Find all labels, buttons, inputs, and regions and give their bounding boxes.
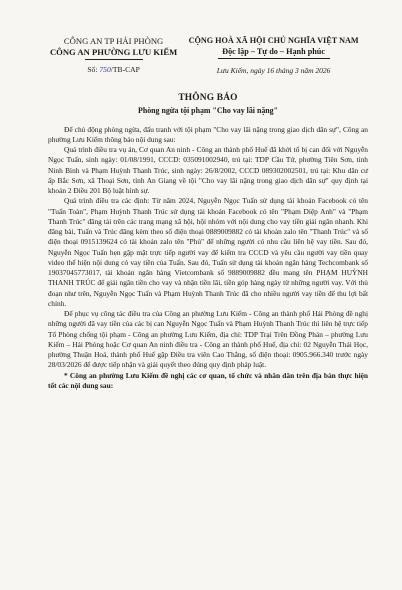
- paragraph-indictment: Quá trình điều tra vụ án, Cơ quan An ninh - Công an thành phố Huế đã khởi tố bị can đối với Nguyễn Ngọc Tuấn, sinh ngày: 01/08/1991, CCCD: 035091002940, trú tại: TDP Cầu Tứ, phường Tiên Sơn, tỉnh Ninh Bình và Phạm Huỳnh Thanh Trúc, sinh ngày: 26/8/2002, CCCD 089302002501, trú tại: Khu dân cư ấp Bắc Sơn, xã Thoại Sơn, tỉnh An Giang về tội "Cho vay lãi nặng trong giao dịch dân sự" quy định tại khoản 2 Điều 201 Bộ luật hình sự.: [48, 145, 368, 195]
- country-name: CỘNG HOÀ XÃ HỘI CHỦ NGHĨA VIỆT NAM: [188, 36, 359, 45]
- document-title: THÔNG BÁO: [178, 92, 238, 103]
- agency-parent: CÔNG AN TP HẢI PHÒNG: [63, 36, 164, 46]
- agency-name: CÔNG AN PHƯỜNG LƯU KIẾM: [49, 47, 178, 57]
- document-date: Lưu Kiếm, ngày 16 tháng 3 năm 2026: [216, 66, 331, 75]
- motto-underline: [218, 58, 330, 59]
- national-header-block: [179, 36, 368, 77]
- document-subtitle: Phòng ngừa tội phạm "Cho vay lãi nặng": [138, 105, 278, 115]
- paragraph-recommendations: * Công an phường Lưu Kiếm đề nghị các cơ quan, tổ chức và nhân dân trên địa bàn thực hiện tốt các nội dung sau:: [48, 370, 368, 390]
- doc-number-suffix: /TB-CAP: [110, 65, 140, 74]
- paragraph-investigation: Quá trình điều tra các định: Từ năm 2024, Nguyễn Ngọc Tuấn sử dụng tài khoản Facebook có tên "Tuấn Toàn", Phạm Huỳnh Thanh Trúc sử dụng tài khoản Facebook có tên "Phạm Diệp Anh" và "Phạm Thanh Trúc" đăng tải trên các trang mạng xã hội, hội nhóm với nội dung cho vay tiền giải ngân nhanh. Khi đăng bài, Tuấn và Trúc đăng kèm theo số điện thoại 0889009882 có tài khoản zalo tên "Thanh Trúc" và số điện thoại 0915139624 có tài khoản zalo tên "Phủ" để những người có nhu cầu liên hệ vay tiền. Sau đó, Nguyễn Ngọc Tuấn hẹn gặp mặt trực tiếp người vay để kiểm tra CCCD và yêu cầu người vay tiền quay video thể hiện nội dung có vay tiền của Tuấn. Sau đó, Tuấn sử dụng tài khoản ngân hàng Techcombank số 19037045773017, tài khoản ngân hàng Vietcombank số 9889009882 đều mang tên PHẠM HUỲNH THANH TRÚC để giải ngân tiền cho vay và nhận tiền lãi, tiền góp hàng ngày từ những người vay. Với thủ đoạn như trên, Nguyễn Ngọc Tuấn và Phạm Huỳnh Thanh Trúc đã cho nhiều người vay tiền để thu lợi bất chính.: [48, 196, 368, 308]
- doc-number-prefix: Số:: [87, 65, 98, 74]
- issuing-agency-block: [48, 36, 179, 77]
- national-motto: Độc lập – Tự do – Hạnh phúc: [222, 46, 325, 56]
- paragraph-intro: Để chủ động phòng ngừa, đấu tranh với tội phạm "Cho vay lãi nặng trong giao dịch dân sự", Công an phường Lưu Kiếm thông báo nội dung sau:: [48, 124, 368, 144]
- document-header: [48, 36, 368, 77]
- agency-underline: [85, 59, 143, 60]
- doc-number-handwritten: 750: [99, 65, 111, 74]
- paragraph-request: Để phục vụ công tác điều tra của Công an phường Lưu Kiếm - Công an thành phố Hải Phòng đề nghị những người đã vay tiền của các bị can Nguyễn Ngọc Tuấn và Phạm Huỳnh Thanh Trúc thì liên hệ trực tiếp Tổ Phòng chống tội phạm - Công an phường Lưu Kiếm, địa chỉ: TDP Trại Trên Đồng Phản – phường Lưu Kiếm – Hải Phòng hoặc Cơ quan An ninh điều tra - Công an thành phố Huế, địa chỉ: 02 Nguyễn Thái Học, phường Thuận Hoá, thành phố Huế gặp Điều tra viên Cao Thắng, số điện thoại: 0905.966.340 trước ngày 28/03/2026 để được tiếp nhận và giải quyết theo đúng quy định pháp luật.: [48, 309, 368, 370]
- document-body: [48, 125, 368, 392]
- document-number: [48, 64, 179, 75]
